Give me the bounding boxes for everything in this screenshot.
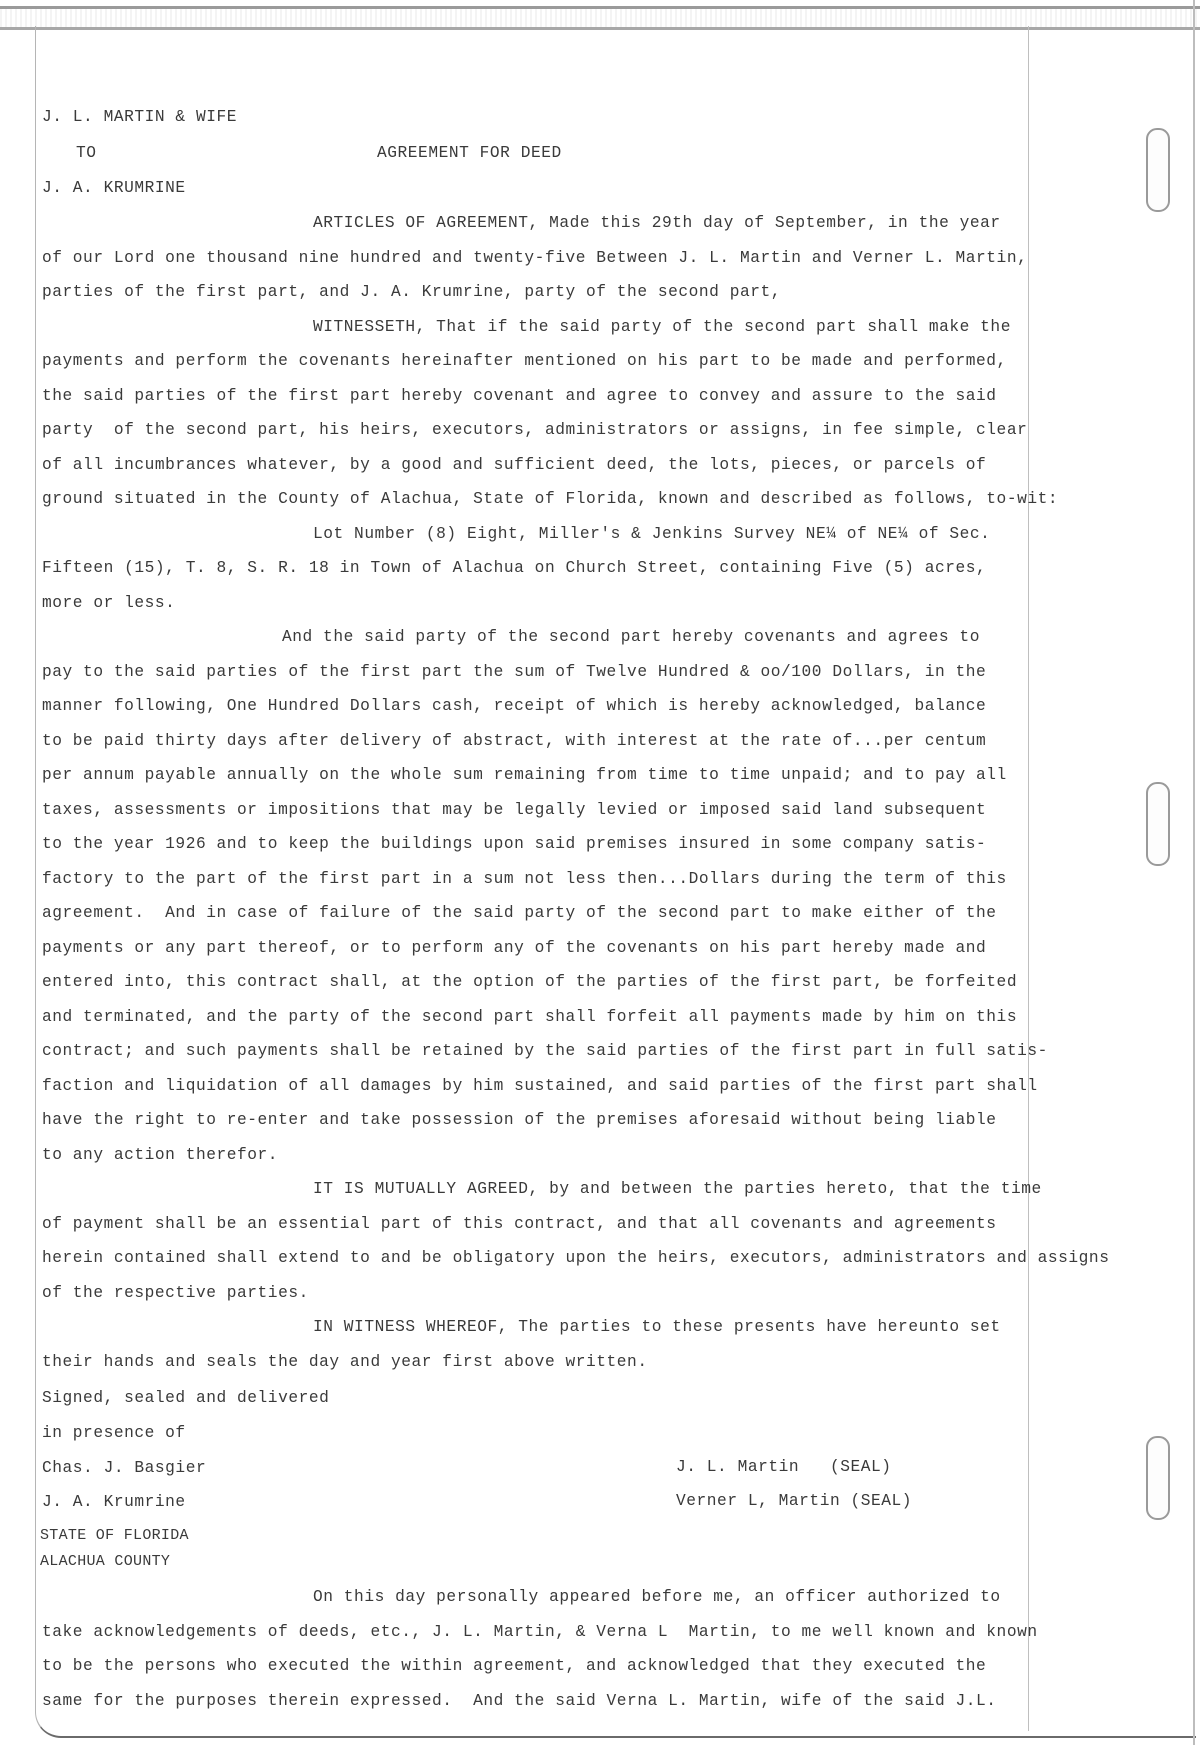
body-line: payments and perform the covenants hereinafter mentioned on his part to be made and performed, [42,352,1007,370]
body-line: Fifteen (15), T. 8, S. R. 18 in Town of Alachua on Church Street, containing Five (5) acres, [42,559,987,577]
body-line: pay to the said parties of the first part the sum of Twelve Hundred & oo/100 Dollars, in the [42,662,987,681]
body-line: ground situated in the County of Alachua, State of Florida, known and described as follows, to-wit: [42,490,1059,508]
body-line: factory to the part of the first part in a sum not less then...Dollars during the term of this [42,869,1007,888]
grantee-heading: J. A. KRUMRINE [42,179,186,197]
body-line: IN WITNESS WHEREOF, The parties to these presents have hereunto set [313,1318,1001,1336]
body-line: agreement. And in case of failure of the said party of the second part to make either of the [42,904,997,922]
body-line: more or less. [42,593,176,612]
body-line: herein contained shall extend to and be obligatory upon the heirs, executors, administrators and assigns [42,1249,1110,1267]
page-right-edge [1193,0,1195,1745]
body-line: manner following, One Hundred Dollars cash, receipt of which is hereby acknowledged, balance [42,697,987,715]
acknowledgement-line: to be the persons who executed the within agreement, and acknowledged that they executed the [42,1657,987,1675]
body-line: taxes, assessments or impositions that may be legally levied or imposed said land subsequent [42,800,987,819]
signature-2: Verner L, Martin (SEAL) [676,1492,913,1510]
binder-hole-top [1146,128,1170,212]
body-line: entered into, this contract shall, at the option of the parties of the first part, be forfeited [42,973,1018,991]
grantor-heading: J. L. MARTIN & WIFE [42,108,238,126]
body-line: of the respective parties. [42,1283,309,1302]
body-line: WITNESSETH, That if the said party of the second part shall make the [313,317,1011,336]
body-line: Lot Number (8) Eight, Miller's & Jenkins Survey NE¼ of NE¼ of Sec. [313,524,991,543]
witness-1: Chas. J. Basgier [42,1459,207,1477]
document-title: AGREEMENT FOR DEED [377,144,562,162]
signed-sealed-line: Signed, sealed and delivered [42,1389,330,1407]
in-presence-line: in presence of [42,1424,186,1442]
body-line: and terminated, and the party of the second part shall forfeit all payments made by him on this [42,1007,1018,1026]
body-line: payments or any part thereof, or to perform any of the covenants on his part hereby made and [42,938,987,957]
body-line: to any action therefor. [42,1145,279,1164]
body-line: party of the second part, his heirs, executors, administrators or assigns, in fee simple, clear [42,421,1028,439]
binder-hole-middle [1146,782,1170,866]
body-line: contract; and such payments shall be retained by the said parties of the first part in full satis- [42,1042,1048,1060]
to-label: TO [76,144,97,162]
venue-county: ALACHUA COUNTY [40,1553,171,1570]
acknowledgement-line: same for the purposes therein expressed. And the said Verna L. Martin, wife of the said J.L. [42,1691,997,1710]
body-line: their hands and seals the day and year first above written. [42,1352,648,1371]
right-margin-line [1028,26,1029,1731]
body-line: ARTICLES OF AGREEMENT, Made this 29th day of September, in the year [313,214,1001,232]
body-line: to the year 1926 and to keep the buildings upon said premises insured in some company satis- [42,835,987,853]
body-line: of our Lord one thousand nine hundred and twenty-five Between J. L. Martin and Verner L. Martin, [42,248,1028,267]
body-line: of payment shall be an essential part of this contract, and that all covenants and agreements [42,1214,997,1233]
acknowledgement-line: On this day personally appeared before me, an officer authorized to [313,1588,1001,1606]
body-line: IT IS MUTUALLY AGREED, by and between the parties hereto, that the time [313,1180,1042,1198]
body-line: to be paid thirty days after delivery of abstract, with interest at the rate of...per centum [42,731,987,750]
body-line: per annum payable annually on the whole sum remaining from time to time unpaid; and to pay all [42,766,1007,784]
binder-hole-bottom [1146,1436,1170,1520]
body-line: of all incumbrances whatever, by a good and sufficient deed, the lots, pieces, or parcels of [42,455,987,474]
acknowledgement-line: take acknowledgements of deeds, etc., J. L. Martin, & Verna L Martin, to me well known and known [42,1622,1038,1641]
signature-1: J. L. Martin (SEAL) [676,1458,892,1476]
body-line: And the said party of the second part hereby covenants and agrees to [282,628,980,646]
body-line: the said parties of the first part hereby covenant and agree to convey and assure to the said [42,386,997,405]
body-line: have the right to re-enter and take possession of the premises aforesaid without being liable [42,1111,997,1129]
venue-state: STATE OF FLORIDA [40,1527,189,1544]
witness-2: J. A. Krumrine [42,1493,186,1511]
body-line: parties of the first part, and J. A. Krumrine, party of the second part, [42,283,782,301]
body-line: faction and liquidation of all damages by him sustained, and said parties of the first part shall [42,1076,1038,1095]
